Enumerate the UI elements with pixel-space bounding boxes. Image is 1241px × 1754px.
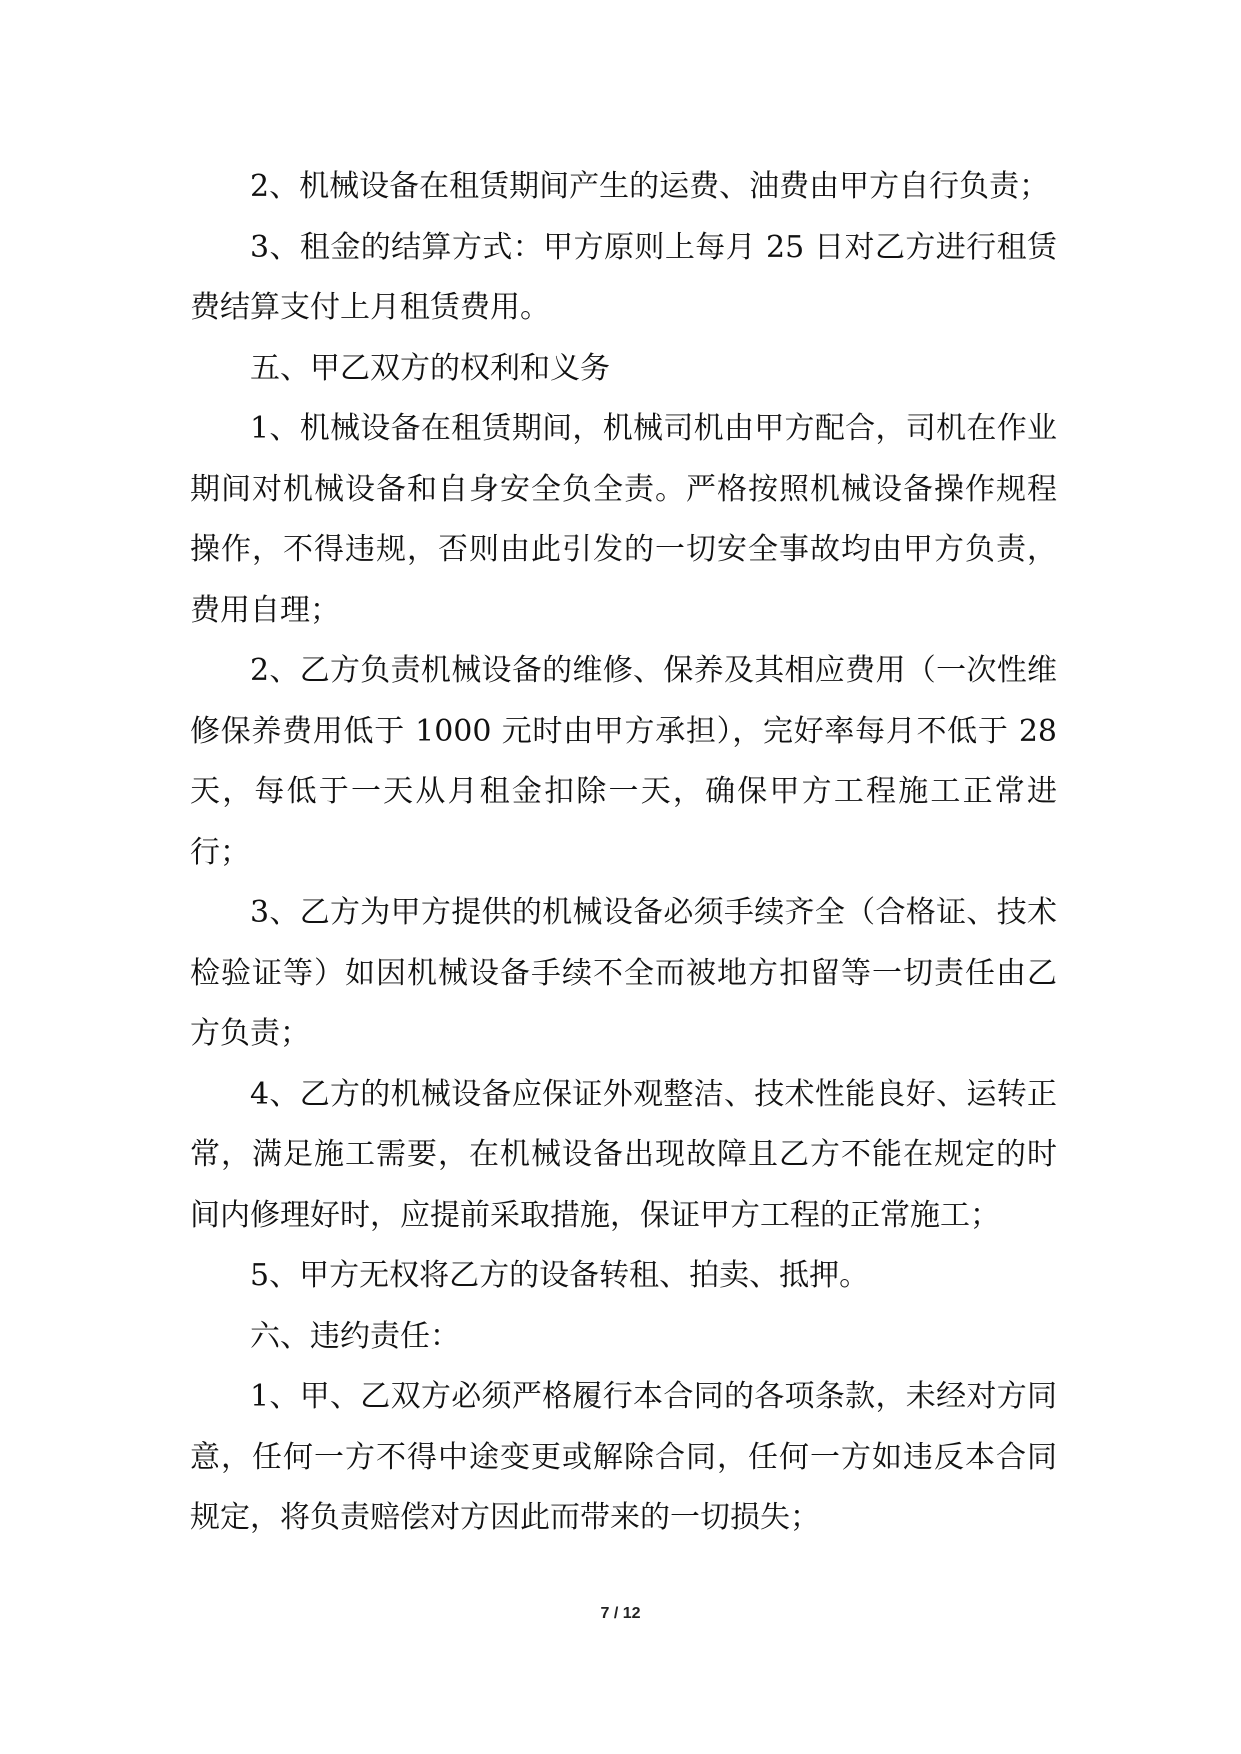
clause-breach-compensation: 1、甲、乙双方必须严格履行本合同的各项条款，未经对方同意，任何一方不得中途变更或解除合同，任何一方如违反本合同规定，将负责赔偿对方因此而带来的一切损失； bbox=[190, 1379, 1057, 1535]
clause-equipment-condition: 4、乙方的机械设备应保证外观整洁、技术性能良好、运转正常，满足施工需要，在机械设备出现故障且乙方不能在规定的时间内修理好时，应提前采取措施，保证甲方工程的正常施工； bbox=[190, 1076, 1057, 1233]
clause-equipment-documents: 3、乙方为甲方提供的机械设备必须手续齐全（合格证、技术检验证等）如因机械设备手续不全而被地方扣留等一切责任由乙方负责； bbox=[190, 895, 1057, 1051]
page-number: 7 / 12 bbox=[600, 1605, 641, 1622]
clause-driver-safety: 1、机械设备在租赁期间，机械司机由甲方配合，司机在作业期间对机械设备和自身安全负全责。严格按照机械设备操作规程操作，不得违规，否则由此引发的一切安全事故均由甲方负责，费用自理； bbox=[190, 411, 1057, 628]
clause-no-sublease: 5、甲方无权将乙方的设备转租、拍卖、抵押。 bbox=[250, 1258, 870, 1293]
clause-maintenance: 2、乙方负责机械设备的维修、保养及其相应费用（一次性维修保养费用低于 1000 元时由甲方承担），完好率每月不低于 28 天，每低于一天从月租金扣除一天，确保甲方工程施工正常进行； bbox=[190, 653, 1057, 870]
section-heading-rights-obligations: 五、甲乙双方的权利和义务 bbox=[250, 350, 610, 386]
contract-body bbox=[190, 157, 1057, 1549]
clause-freight-fuel: 2、机械设备在租赁期间产生的运费、油费由甲方自行负责； bbox=[250, 169, 1050, 204]
clause-rent-settlement: 3、租金的结算方式：甲方原则上每月 25 日对乙方进行租赁费结算支付上月租赁费用。 bbox=[190, 229, 1057, 325]
section-heading-liability: 六、违约责任： bbox=[250, 1318, 460, 1354]
